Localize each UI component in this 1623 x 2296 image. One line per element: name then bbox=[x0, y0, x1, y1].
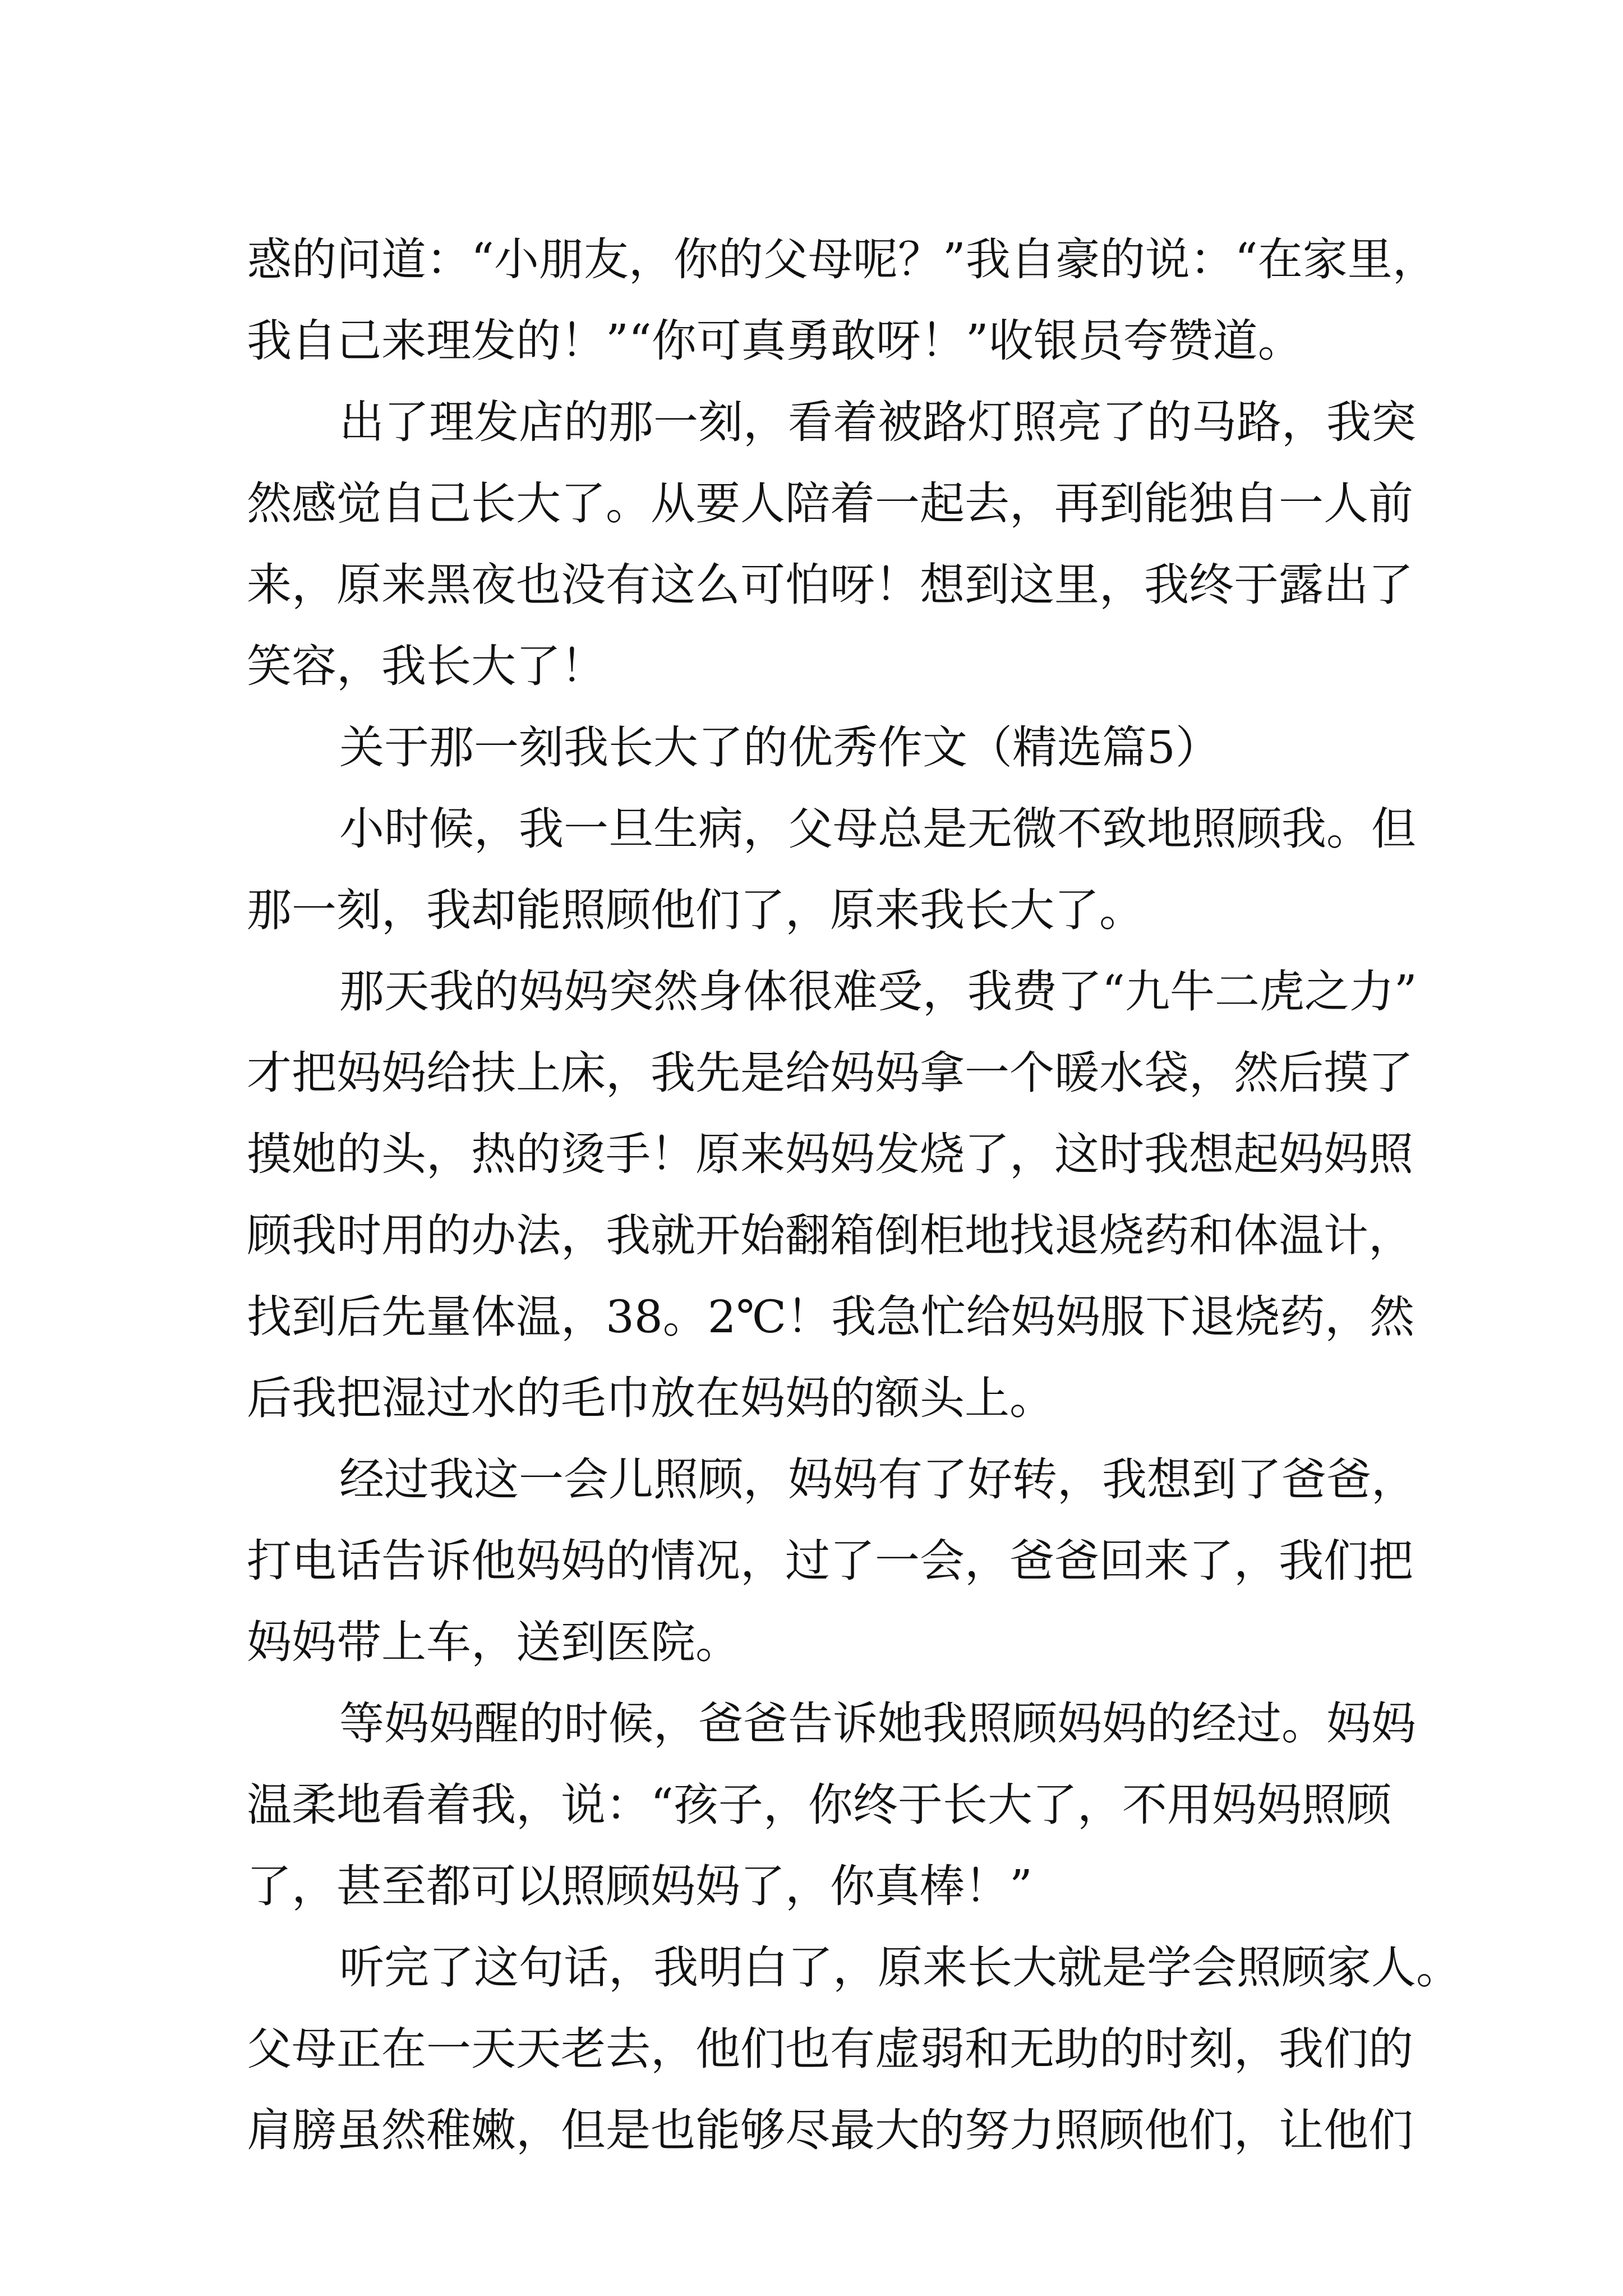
text-line: 肩膀虽然稚嫩，但是也能够尽最大的努力照顾他们，让他们 bbox=[247, 2104, 1413, 2156]
paragraph-start-line: 小时候，我一旦生病，父母总是无微不致地照顾我。但 bbox=[339, 803, 1416, 855]
paragraph-start-line: 等妈妈醒的时候，爸爸告诉她我照顾妈妈的经过。妈妈 bbox=[339, 1697, 1416, 1750]
text-line: 妈妈带上车，送到医院。 bbox=[247, 1616, 740, 1668]
paragraph-start-line: 那天我的妈妈突然身体很难受，我费了“九牛二虎之力” bbox=[339, 965, 1417, 1018]
essay-body bbox=[247, 219, 1461, 2171]
text-line: 了，甚至都可以照顾妈妈了，你真棒！” bbox=[247, 1860, 1032, 1912]
text-line: 后我把湿过水的毛巾放在妈妈的额头上。 bbox=[247, 1372, 1054, 1424]
section-heading: 关于那一刻我长大了的优秀作文（精选篇5） bbox=[339, 721, 1220, 774]
text-line: 我自己来理发的！”“你可真勇敢呀！”收银员夸赞道。 bbox=[247, 315, 1303, 367]
paragraph-start-line: 听完了这句话，我明白了，原来长大就是学会照顾家人。 bbox=[339, 1941, 1461, 1994]
text-line: 惑的问道：“小朋友，你的父母呢？”我自豪的说：“在家里， bbox=[247, 233, 1437, 286]
text-line: 找到后先量体温，38。2℃！我急忙给妈妈服下退烧药，然 bbox=[247, 1291, 1415, 1343]
text-line: 父母正在一天天老去，他们也有虚弱和无助的时刻，我们的 bbox=[247, 2023, 1413, 2075]
text-line: 摸她的头，热的烫手！原来妈妈发烧了，这时我想起妈妈照 bbox=[247, 1128, 1413, 1180]
text-line: 才把妈妈给扶上床，我先是给妈妈拿一个暖水袋，然后摸了 bbox=[247, 1047, 1413, 1099]
paragraph-start-line: 经过我这一会儿照顾，妈妈有了好转，我想到了爸爸， bbox=[339, 1453, 1416, 1506]
text-line: 温柔地看着我，说：“孩子，你终于长大了，不用妈妈照顾 bbox=[247, 1779, 1391, 1831]
paragraph-start-line: 出了理发店的那一刻，看着被路灯照亮了的马路，我突 bbox=[339, 396, 1416, 448]
text-line: 笑容，我长大了！ bbox=[247, 640, 606, 692]
text-line: 顾我时用的办法，我就开始翻箱倒柜地找退烧药和体温计， bbox=[247, 1209, 1413, 1262]
text-line: 打电话告诉他妈妈的情况，过了一会，爸爸回来了，我们把 bbox=[247, 1535, 1413, 1587]
text-line: 然感觉自己长大了。从要人陪着一起去，再到能独自一人前 bbox=[247, 477, 1413, 530]
text-line: 那一刻，我却能照顾他们了，原来我长大了。 bbox=[247, 884, 1144, 936]
text-line: 来，原来黑夜也没有这么可怕呀！想到这里，我终于露出了 bbox=[247, 559, 1413, 611]
